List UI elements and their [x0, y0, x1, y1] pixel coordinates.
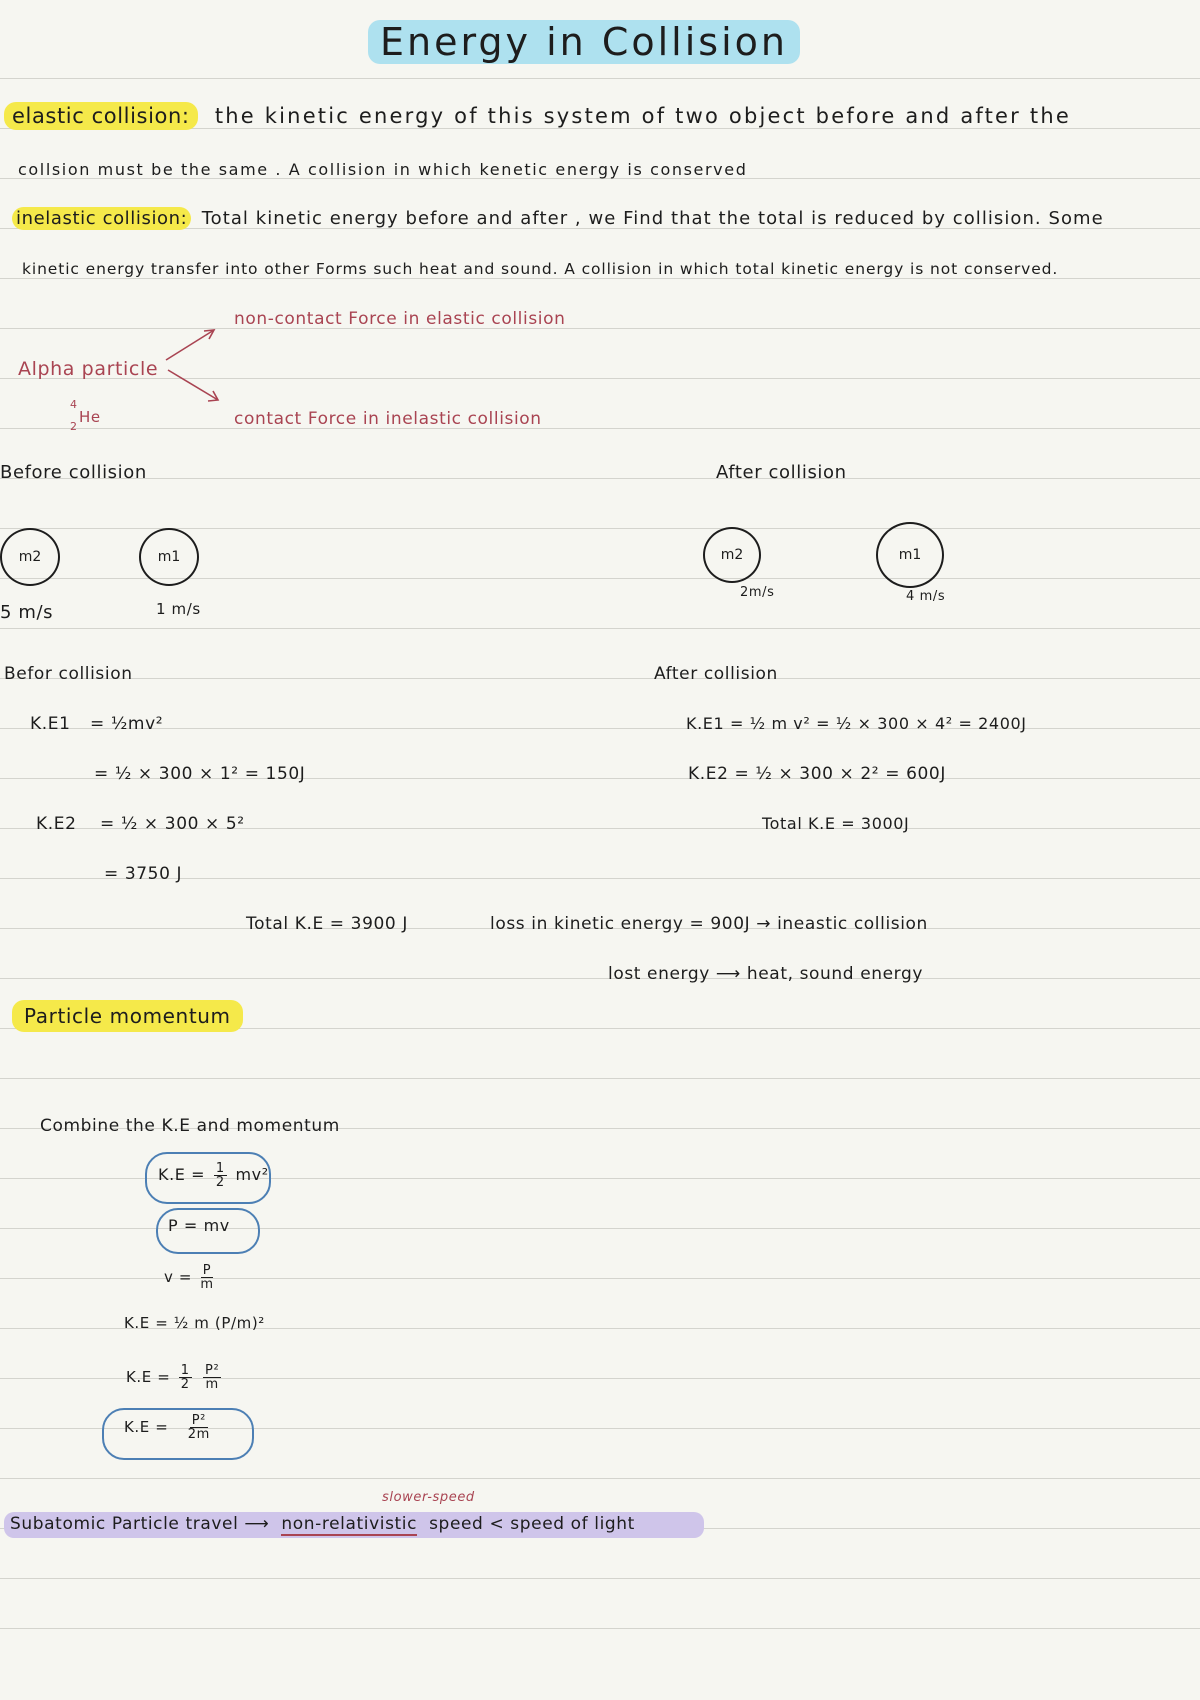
- mass-number: 4: [70, 398, 78, 411]
- ball-m1-before: [139, 528, 199, 586]
- subatomic-start: Subatomic Particle travel ⟶: [10, 1514, 270, 1534]
- speed-m1-after: 4 m/s: [906, 589, 946, 604]
- arrow-up-line: [166, 330, 214, 360]
- half-fraction: $\frac{1}{2}$: [215, 1161, 225, 1190]
- speed-m2-after: 2m/s: [740, 585, 775, 600]
- mass-label: m1: [898, 547, 922, 563]
- formula-v: v = $\frac{P}{m}$: [164, 1263, 214, 1292]
- element-symbol: He: [79, 408, 101, 426]
- formula-ke-simplified: K.E = $\frac{1}{2}$ $\frac{\text{P²}}{m}$: [126, 1363, 220, 1392]
- non-relativistic-term: non-relativistic: [281, 1514, 418, 1534]
- loss-line: loss in kinetic energy = 900J → ineastic collision: [490, 914, 928, 934]
- ke2-after: K.E2 = ½ × 300 × 2² = 600J: [688, 764, 946, 784]
- before-collision-label: Before collision: [0, 462, 147, 483]
- elastic-definition-1: the kinetic energy of this system of two object before and after the: [214, 104, 1071, 128]
- lost-energy-line: lost energy ⟶ heat, sound energy: [608, 964, 924, 984]
- mass-label: m1: [157, 549, 181, 565]
- inelastic-definition-1: Total kinetic energy before and after , we Find that the total is reduced by collision. Some: [201, 208, 1104, 229]
- total-ke-after: Total K.E = 3000J: [762, 814, 910, 833]
- alpha-particle-label: Alpha particle: [18, 358, 159, 380]
- ke2-formula: = ½ × 300 × 5²: [100, 814, 245, 834]
- ke1-substitution: = ½ × 300 × 1² = 150J: [94, 764, 306, 784]
- ball-m1-after: [876, 522, 944, 588]
- formula-ke-final: K.E = $\frac{\text{P²}}{2m}$: [124, 1413, 210, 1442]
- ball-m2-before: [0, 528, 60, 586]
- after-collision-label: After collision: [716, 462, 847, 483]
- mass-label: m2: [18, 549, 42, 565]
- momentum-intro: Combine the K.E and momentum: [40, 1116, 340, 1136]
- total-ke-before: Total K.E = 3900 J: [246, 914, 408, 934]
- formula-ke-substituted: K.E = ½ m (P/m)²: [124, 1314, 265, 1332]
- inelastic-line-2: kinetic energy transfer into other Forms such heat and sound. A collision in which total kinetic energy is not conserved.: [22, 260, 1059, 278]
- arrow-down-head: [208, 391, 218, 401]
- elastic-term: elastic collision:: [4, 102, 198, 130]
- mass-label: m2: [720, 547, 744, 563]
- momentum-heading: Particle momentum: [12, 1004, 243, 1028]
- ke1-formula: = ½mv²: [90, 714, 164, 734]
- speed-m1-before: 1 m/s: [156, 600, 201, 618]
- calc-before-heading: Befor collision: [4, 664, 133, 684]
- formula-lhs: K.E =: [158, 1165, 206, 1184]
- speed-m2-before: 5 m/s: [0, 602, 54, 623]
- subatomic-line: [10, 1514, 635, 1534]
- ke1-label: K.E1: [30, 714, 71, 734]
- slower-speed-note: slower-speed: [382, 1490, 475, 1505]
- subatomic-end: speed < speed of light: [429, 1514, 635, 1534]
- calc-after-heading: After collision: [654, 664, 778, 684]
- ke1-after: K.E1 = ½ m v² = ½ × 300 × 4² = 2400J: [686, 714, 1027, 733]
- ke2-label: K.E2: [36, 814, 77, 834]
- branch-contact: contact Force in inelastic collision: [234, 409, 542, 429]
- formula-ke: [158, 1162, 269, 1189]
- inelastic-term: inelastic collision:: [12, 207, 191, 230]
- elastic-line-2: collsion must be the same . A collision in which kenetic energy is conserved: [18, 160, 748, 179]
- arrow-down-line: [168, 370, 218, 400]
- ke2-result: = 3750 J: [104, 864, 183, 884]
- ball-m2-after: [703, 527, 761, 583]
- formula-p: P = mv: [168, 1216, 230, 1235]
- formula-rhs: mv²: [235, 1165, 269, 1184]
- page-title: Energy in Collision: [368, 20, 800, 64]
- atomic-number: 2: [70, 420, 78, 433]
- branch-noncontact: non-contact Force in elastic collision: [234, 309, 566, 329]
